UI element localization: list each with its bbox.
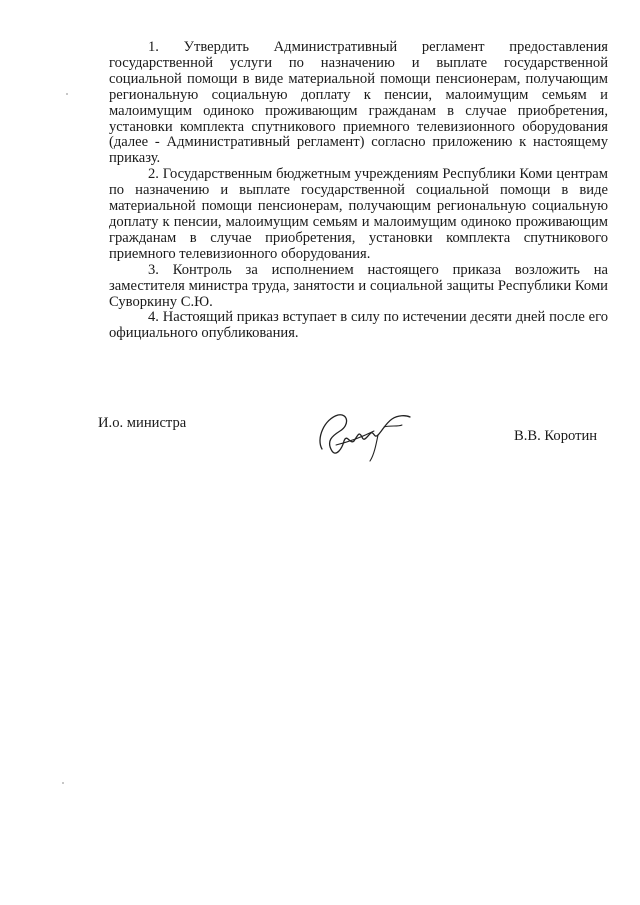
scan-artifact	[62, 782, 64, 784]
paragraph-1: 1. Утвердить Административный регламент предоставления государственной услуги по назначению и выплате государственной социальной помощи в виде материальной помощи пенсионерам, получающим региональную социальную доплату к пенсии, малоимущим семьям и малоимущим одиноко проживающим гражданам в случае приобретения, установки комплекта спутникового приемного телевизионного оборудования (далее - Административный регламент) согласно приложению к настоящему приказу.	[109, 39, 608, 167]
paragraph-3: 3. Контроль за исполнением настоящего приказа возложить на заместителя министра труда, занятости и социальной защиты Республики Коми Суворкину С.Ю.	[109, 261, 608, 310]
scan-artifact	[66, 93, 68, 95]
handwritten-signature	[314, 405, 414, 465]
paragraph-2: 2. Государственным бюджетным учреждениям Республики Коми центрам по назначению и выплате государственной социальной помощи в виде материальной помощи пенсионерам, получающим региональную социальную доплату к пенсии, малоимущим семьям и малоимущим одиноко проживающим гражданам в случае приобретения, установки комплекта спутникового приемного телевизионного оборудования.	[109, 166, 608, 262]
signatory-role: И.о. министра	[98, 415, 187, 431]
paragraph-4: 4. Настоящий приказ вступает в силу по истечении десяти дней после его официального опубликования.	[109, 309, 608, 342]
signatory-name: В.В. Коротин	[514, 428, 598, 444]
order-body	[109, 40, 608, 342]
